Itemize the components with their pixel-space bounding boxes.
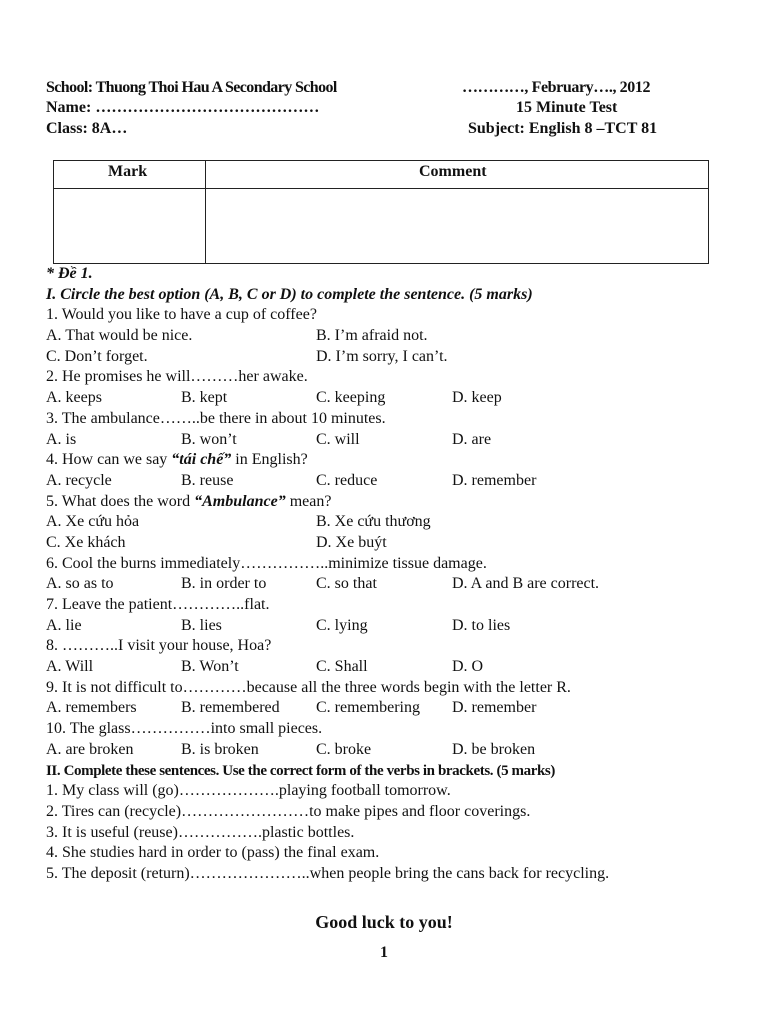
option-a: A. so as to xyxy=(46,575,114,593)
section-2-item-5: 5. The deposit (return)…………………..when people bring the cans back for recycling. xyxy=(46,864,610,882)
option-a: A. lie xyxy=(46,616,82,634)
option-d: D. remember xyxy=(452,471,537,489)
option-c: C. will xyxy=(316,430,360,448)
question-4-options xyxy=(46,471,736,492)
version-label: * Đề 1. xyxy=(46,265,93,282)
option-b: B. lies xyxy=(181,616,222,634)
subject-field: Subject: English 8 –TCT 81 xyxy=(468,120,658,137)
student-name-field: Name: …………………………………… xyxy=(46,99,320,116)
class-field: Class: 8A… xyxy=(46,120,128,137)
option-d: D. I’m sorry, I can’t. xyxy=(316,347,448,365)
option-b: B. Won’t xyxy=(181,658,239,676)
option-c: C. reduce xyxy=(316,471,378,489)
option-a: A. is xyxy=(46,430,77,448)
question-1-options-row-2 xyxy=(46,347,736,368)
table-header-row xyxy=(54,161,708,189)
question-2-options xyxy=(46,388,736,409)
closing-message: Good luck to you! xyxy=(315,912,453,932)
question-4-text-end: in English? xyxy=(231,451,308,469)
option-c: C. remembering xyxy=(316,699,420,717)
option-a: A. recycle xyxy=(46,471,112,489)
section-1-title: I. Circle the best option (A, B, C or D) to complete the sentence. (5 marks) xyxy=(46,285,533,303)
option-b: B. reuse xyxy=(181,471,234,489)
question-9-options xyxy=(46,698,736,719)
mark-header: Mark xyxy=(108,163,148,180)
option-b: B. is broken xyxy=(181,740,259,758)
question-8-options xyxy=(46,657,736,678)
page-number: 1 xyxy=(380,944,388,961)
exam-content xyxy=(46,264,736,885)
option-a: A. That would be nice. xyxy=(46,327,193,345)
question-3-options xyxy=(46,430,736,451)
option-b: B. remembered xyxy=(181,699,280,717)
question-5-text-end: mean? xyxy=(285,492,332,510)
option-d: D. A and B are correct. xyxy=(452,575,600,593)
section-2-item-2: 2. Tires can (recycle)……………………to make pipes and floor coverings. xyxy=(46,802,531,820)
option-c: C. Xe khách xyxy=(46,533,126,551)
question-1: 1. Would you like to have a cup of coffee? xyxy=(46,306,317,324)
section-2-item-4: 4. She studies hard in order to (pass) the final exam. xyxy=(46,844,380,862)
mark-comment-table xyxy=(53,160,709,264)
test-title: 15 Minute Test xyxy=(516,99,618,116)
question-5-text-start: 5. What does the word xyxy=(46,492,195,510)
option-c: C. Shall xyxy=(316,658,368,676)
table-column-divider xyxy=(205,161,206,263)
question-10-options xyxy=(46,740,736,761)
question-8: 8. ………..I visit your house, Hoa? xyxy=(46,637,272,655)
exam-date: …………, February…., 2012 xyxy=(462,79,651,96)
option-d: D. to lies xyxy=(452,616,511,634)
section-2-title: II. Complete these sentences. Use the correct form of the verbs in brackets. (5 marks) xyxy=(46,762,555,779)
option-b: B. I’m afraid not. xyxy=(316,327,428,345)
option-d: D. be broken xyxy=(452,740,536,758)
option-d: D. O xyxy=(452,658,484,676)
option-a: A. Xe cứu hỏa xyxy=(46,513,140,531)
section-2-item-1: 1. My class will (go)……………….playing football tomorrow. xyxy=(46,782,451,800)
option-c: C. so that xyxy=(316,575,377,593)
option-d: D. remember xyxy=(452,699,537,717)
comment-header: Comment xyxy=(419,163,487,180)
question-10: 10. The glass……………into small pieces. xyxy=(46,720,323,738)
option-d: D. keep xyxy=(452,389,502,407)
question-5 xyxy=(46,492,736,513)
question-5-options-row-2 xyxy=(46,533,736,554)
question-4 xyxy=(46,450,736,471)
option-c: C. lying xyxy=(316,616,368,634)
option-a: A. Will xyxy=(46,658,94,676)
option-a: A. are broken xyxy=(46,740,134,758)
question-4-text-start: 4. How can we say xyxy=(46,451,172,469)
option-c: C. Don’t forget. xyxy=(46,347,148,365)
option-c: C. broke xyxy=(316,740,372,758)
option-a: A. remembers xyxy=(46,699,137,717)
section-2-item-3: 3. It is useful (reuse)…………….plastic bottles. xyxy=(46,823,355,841)
question-5-options-row-1 xyxy=(46,512,736,533)
question-6-options xyxy=(46,574,736,595)
option-b: B. in order to xyxy=(181,575,267,593)
question-4-term: “tái chế” xyxy=(171,451,232,469)
option-d: D. Xe buýt xyxy=(316,533,387,551)
option-b: B. kept xyxy=(181,389,228,407)
option-b: B. Xe cứu thương xyxy=(316,513,431,531)
question-9: 9. It is not difficult to…………because all the three words begin with the letter R. xyxy=(46,678,571,696)
school-name: School: Thuong Thoi Hau A Secondary School xyxy=(46,79,337,96)
question-7-options xyxy=(46,616,736,637)
option-d: D. are xyxy=(452,430,492,448)
option-b: B. won’t xyxy=(181,430,237,448)
question-2: 2. He promises he will………her awake. xyxy=(46,368,308,386)
question-1-options-row-1 xyxy=(46,326,736,347)
question-3: 3. The ambulance……..be there in about 10 minutes. xyxy=(46,409,386,427)
option-a: A. keeps xyxy=(46,389,102,407)
question-7: 7. Leave the patient…………..flat. xyxy=(46,596,270,613)
question-6: 6. Cool the burns immediately……………..minimize tissue damage. xyxy=(46,554,487,572)
option-c: C. keeping xyxy=(316,389,386,407)
question-5-term: “Ambulance” xyxy=(194,492,286,510)
